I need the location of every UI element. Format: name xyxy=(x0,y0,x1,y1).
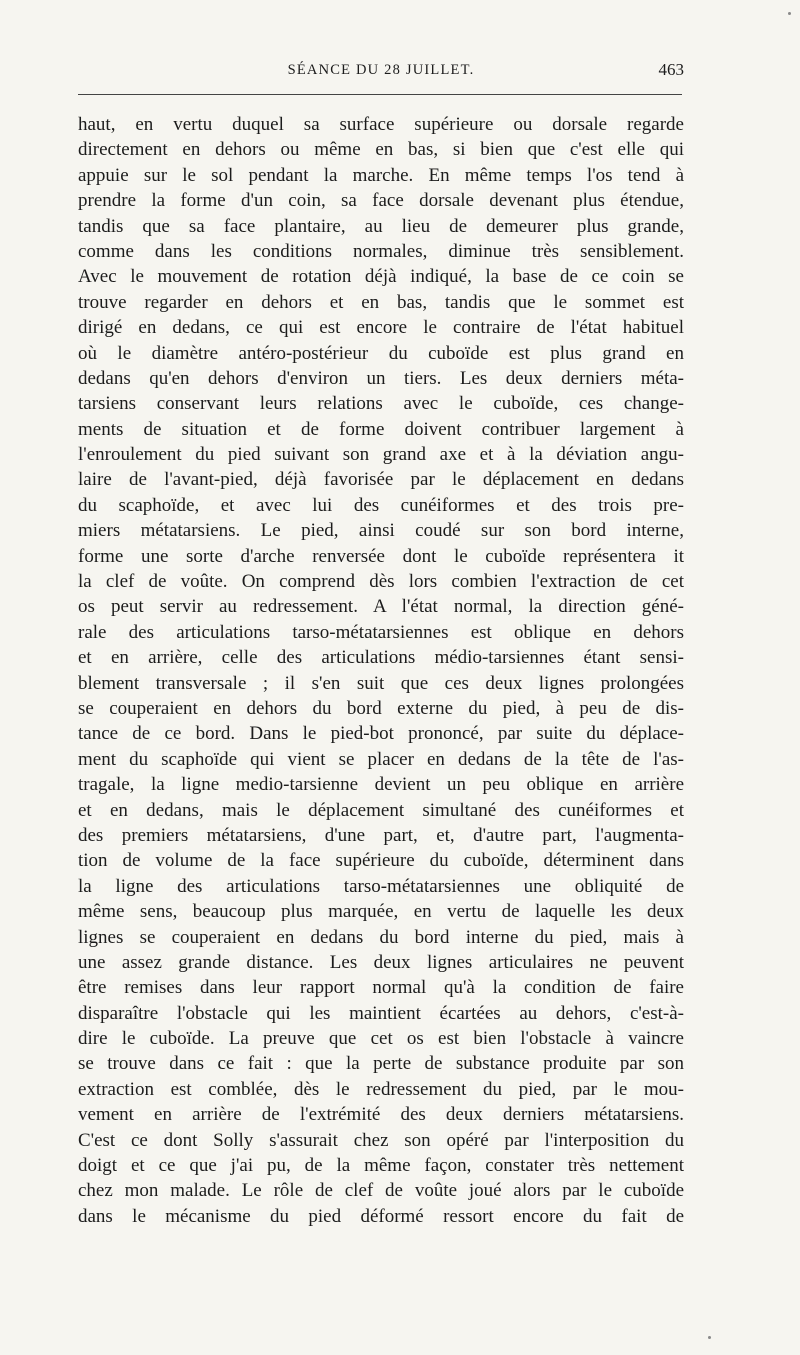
text-line: tance de ce bord. Dans le pied-bot prononcé, par suite du déplace- xyxy=(78,723,684,745)
running-head xyxy=(78,60,684,84)
text-line: tragale, la ligne medio-tarsienne devient un peu oblique en arrière xyxy=(78,774,684,796)
text-line: et en dedans, mais le déplacement simultané des cunéiformes et xyxy=(78,799,684,821)
text-line: blement transversale ; il s'en suit que ces deux lignes prolongées xyxy=(78,672,684,694)
text-line: extraction est comblée, dès le redressement du pied, par le mou- xyxy=(78,1078,684,1100)
text-line: se couperaient en dehors du bord externe du pied, à peu de dis- xyxy=(78,697,684,719)
text-line: C'est ce dont Solly s'assurait chez son opéré par l'interposition du xyxy=(78,1129,684,1151)
text-line: tandis que sa face plantaire, au lieu de demeurer plus grande, xyxy=(78,215,684,237)
text-line: tarsiens conservant leurs relations avec le cuboïde, ces change- xyxy=(78,393,684,415)
paper-speck xyxy=(708,1336,711,1339)
text-line: des premiers métatarsiens, d'une part, et, d'autre part, l'augmenta- xyxy=(78,824,684,846)
text-line: dans le mécanisme du pied déformé ressort encore du fait de xyxy=(78,1205,684,1227)
text-line: et en arrière, celle des articulations médio-tarsiennes étant sensi- xyxy=(78,647,684,669)
text-line: vement en arrière de l'extrémité des deux derniers métatarsiens. xyxy=(78,1104,684,1126)
text-line: prendre la forme d'un coin, sa face dorsale devenant plus étendue, xyxy=(78,190,684,212)
paper-speck xyxy=(788,12,791,15)
text-line: os peut servir au redressement. A l'état normal, la direction géné- xyxy=(78,596,684,618)
text-line: laire de l'avant-pied, déjà favorisée par le déplacement en dedans xyxy=(78,469,684,491)
text-line: la ligne des articulations tarso-métatarsiennes une obliquité de xyxy=(78,875,684,897)
body-text xyxy=(78,112,684,1229)
text-line: disparaître l'obstacle qui les maintient écartées au dehors, c'est-à- xyxy=(78,1002,684,1024)
page-number: 463 xyxy=(658,60,684,79)
text-line: lignes se couperaient en dedans du bord interne du pied, mais à xyxy=(78,926,684,948)
text-line: rale des articulations tarso-métatarsiennes est oblique en dehors xyxy=(78,621,684,643)
text-line: Avec le mouvement de rotation déjà indiqué, la base de ce coin se xyxy=(78,266,684,288)
text-line: être remises dans leur rapport normal qu'à la condition de faire xyxy=(78,977,684,999)
text-line: forme une sorte d'arche renversée dont le cuboïde représentera it xyxy=(78,545,684,567)
text-line: doigt et ce que j'ai pu, de la même façon, constater très nettement xyxy=(78,1155,684,1177)
text-line: dire le cuboïde. La preuve que cet os est bien l'obstacle à vaincre xyxy=(78,1028,684,1050)
text-line: dirigé en dedans, ce qui est encore le contraire de l'état habituel xyxy=(78,317,684,339)
running-head-title: SÉANCE DU 28 JUILLET. xyxy=(287,62,475,78)
text-line: trouve regarder en dehors et en bas, tandis que le sommet est xyxy=(78,291,684,313)
text-line: ment du scaphoïde qui vient se placer en dedans de la tête de l'as- xyxy=(78,748,684,770)
text-line: l'enroulement du pied suivant son grand axe et à la déviation angu- xyxy=(78,444,684,466)
text-line: une assez grande distance. Les deux lignes articulaires ne peuvent xyxy=(78,951,684,973)
text-line: miers métatarsiens. Le pied, ainsi coudé sur son bord interne, xyxy=(78,520,684,542)
text-line: chez mon malade. Le rôle de clef de voûte joué alors par le cuboïde xyxy=(78,1180,684,1202)
text-line: directement en dehors ou même en bas, si bien que c'est elle qui xyxy=(78,139,684,161)
text-line: la clef de voûte. On comprend dès lors combien l'extraction de cet xyxy=(78,571,684,593)
text-line: du scaphoïde, et avec lui des cunéiformes et des trois pre- xyxy=(78,494,684,516)
header-rule xyxy=(78,94,682,95)
text-line: même sens, beaucoup plus marquée, en vertu de laquelle les deux xyxy=(78,901,684,923)
text-line: haut, en vertu duquel sa surface supérieure ou dorsale regarde xyxy=(78,114,684,135)
text-line: ments de situation et de forme doivent contribuer largement à xyxy=(78,418,684,440)
text-line: tion de volume de la face supérieure du cuboïde, déterminent dans xyxy=(78,850,684,872)
text-line: où le diamètre antéro-postérieur du cuboïde est plus grand en xyxy=(78,342,684,364)
text-line: appuie sur le sol pendant la marche. En même temps l'os tend à xyxy=(78,164,684,186)
text-line: se trouve dans ce fait : que la perte de substance produite par son xyxy=(78,1053,684,1075)
text-line: dedans qu'en dehors d'environ un tiers. Les deux derniers méta- xyxy=(78,367,684,389)
text-line: comme dans les conditions normales, diminue très sensiblement. xyxy=(78,240,684,262)
